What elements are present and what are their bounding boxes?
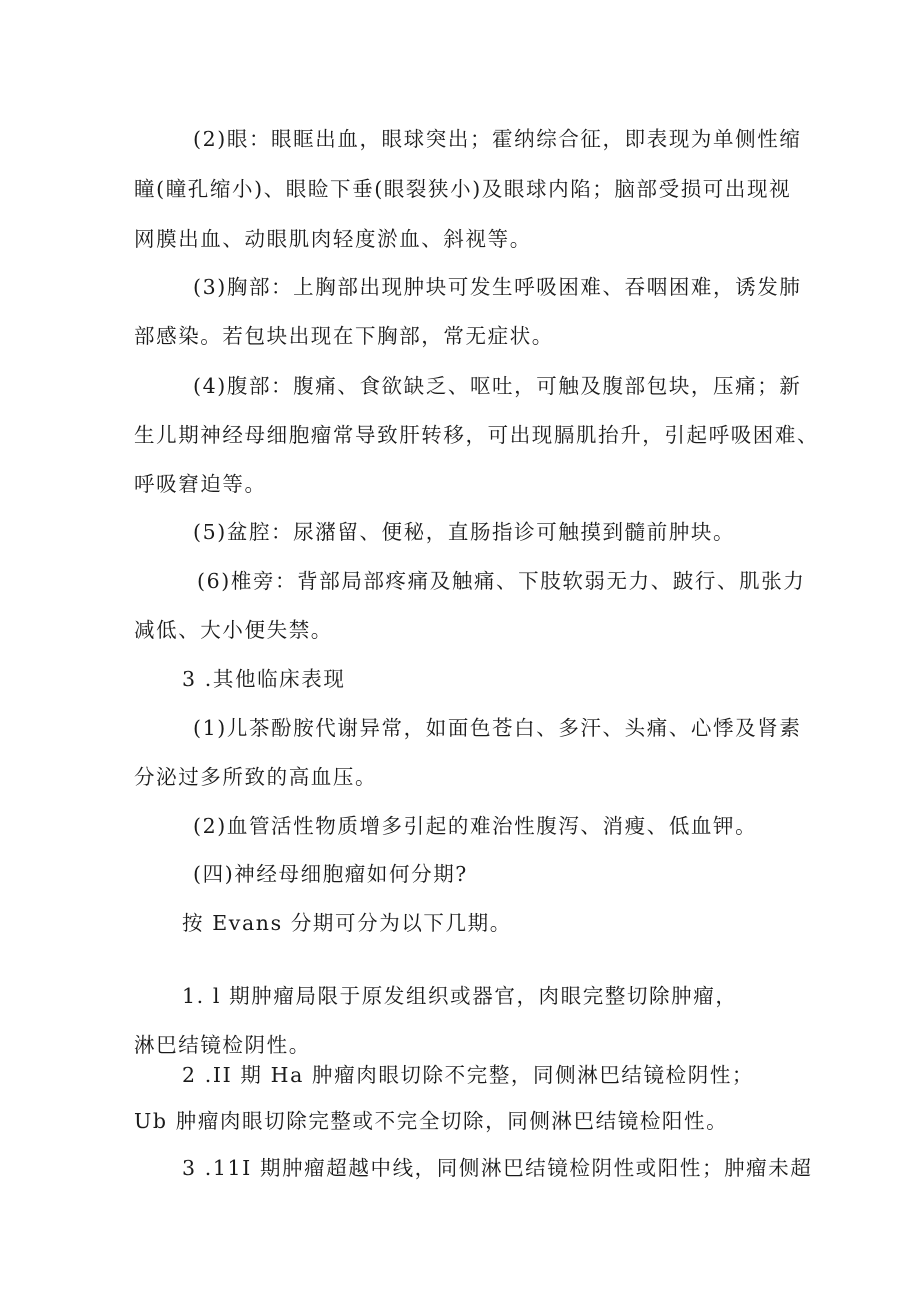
stage-3-line-1: 3 .11I 期肿瘤超越中线，同侧淋巴结镜检阴性或阳性；肿瘤未超 (182, 1156, 813, 1180)
paragraph-chest-line-1: (3)胸部：上胸部出现肿块可发生呼吸困难、吞咽困难，诱发肺 (193, 275, 802, 299)
stage-1-line-1: 1. l 期肿瘤局限于原发组织或器官，肉眼完整切除肿瘤， (182, 984, 738, 1008)
paragraph-catecholamine-line-1: (1)儿茶酚胺代谢异常，如面色苍白、多汗、头痛、心悸及肾素 (193, 716, 802, 740)
paragraph-paravertebral-line-1: (6)椎旁：背部局部疼痛及触痛、下肢软弱无力、跛行、肌张力 (197, 569, 806, 593)
section-heading-staging-question: (四)神经母细胞瘤如何分期? (193, 862, 468, 886)
section-heading-other-manifestations: 3 .其他临床表现 (182, 667, 346, 691)
paragraph-pelvis-line-1: (5)盆腔：尿潴留、便秘，直肠指诊可触摸到髓前肿块。 (193, 520, 736, 544)
stage-1-line-2: 淋巴结镜检阴性。 (134, 1033, 311, 1057)
paragraph-abdomen-line-2: 生儿期神经母细胞瘤常导致肝转移，可出现膈肌抬升，引起呼吸困难、 (134, 423, 820, 447)
stage-2-line-1: 2 .II 期 Ha 肿瘤肉眼切除不完整，同侧淋巴结镜检阴性； (182, 1063, 755, 1087)
paragraph-eye-line-3: 网膜出血、动眼肌肉轻度淤血、斜视等。 (134, 227, 532, 251)
paragraph-abdomen-line-3: 呼吸窘迫等。 (134, 472, 267, 496)
paragraph-abdomen-line-1: (4)腹部：腹痛、食欲缺乏、呕吐，可触及腹部包块，压痛；新 (193, 374, 802, 398)
paragraph-paravertebral-line-2: 减低、大小便失禁。 (134, 618, 333, 642)
stage-2-line-2: Ub 肿瘤肉眼切除完整或不完全切除，同侧淋巴结镜检阳性。 (134, 1109, 729, 1133)
paragraph-eye-line-2: 瞳(瞳孔缩小)、眼睑下垂(眼裂狭小)及眼球内陷；脑部受损可出现视 (134, 177, 792, 201)
paragraph-eye-line-1: (2)眼：眼眶出血，眼球突出；霍纳综合征，即表现为单侧性缩 (193, 127, 802, 151)
paragraph-evans-intro: 按 Evans 分期可分为以下几期。 (182, 911, 512, 935)
paragraph-vasoactive-line-1: (2)血管活性物质增多引起的难治性腹泻、消瘦、低血钾。 (193, 814, 758, 838)
paragraph-catecholamine-line-2: 分泌过多所致的高血压。 (134, 765, 378, 789)
paragraph-chest-line-2: 部感染。若包块出现在下胸部，常无症状。 (134, 324, 554, 348)
